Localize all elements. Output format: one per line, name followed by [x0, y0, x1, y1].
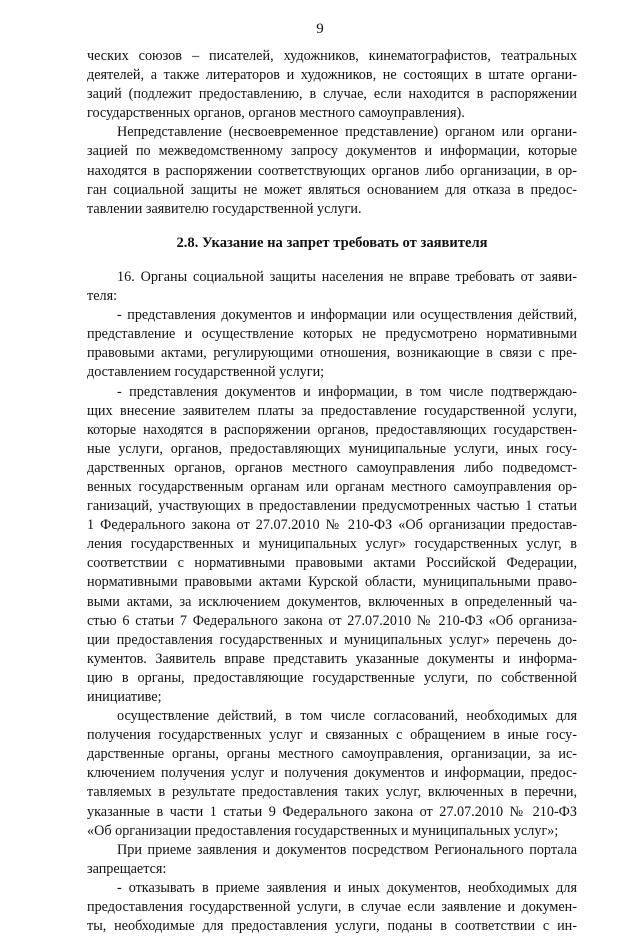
text-line: ные услуги, органов, предоставляющих муниципальные услуги, иных госу-: [87, 440, 577, 457]
text-line: ления государственных и муниципальных услуг» государственных услуг, в: [87, 536, 577, 553]
text-line: запрещается:: [87, 860, 167, 877]
text-line: ключением получения услуг и получения документов и информации, предос-: [87, 765, 577, 782]
text-line: правовыми актами, регулирующими отношения, возникающие в связи с пре-: [87, 345, 577, 362]
text-line: доставлением государственной услуги;: [87, 364, 325, 381]
text-line: ганизаций, участвующих в предоставлении предусмотренных частью 1 статьи: [87, 498, 577, 515]
text-line: щих внесение заявителем платы за предоставление государственной услуги,: [87, 402, 577, 419]
text-line: государственных органов, органов местного самоуправления).: [87, 105, 465, 122]
document-body: [87, 47, 577, 936]
text-line: выми актами, за исключением документов, включенных в определенный ча-: [87, 593, 577, 610]
section-heading: 2.8. Указание на запрет требовать от заявителя: [176, 234, 488, 251]
text-line: которые находятся в распоряжении органов, предоставляющих государствен-: [87, 421, 577, 438]
text-line: нормативными правовыми актами Курской области, муниципальными право-: [87, 574, 577, 591]
text-line: 1 Федерального закона от 27.07.2010 № 210-ФЗ «Об организации предостав-: [87, 517, 577, 534]
text-line: представление и осуществление которых не предусмотрено нормативными: [87, 326, 577, 343]
text-line: заций (подлежит предоставлению, в случае, если находится в распоряжении: [87, 86, 577, 103]
text-line: ческих союзов – писателей, художников, кинематографистов, театральных: [87, 48, 577, 64]
text-line: При приеме заявления и документов посредством Регионального портала: [117, 841, 577, 858]
text-line: дарственные органы, органы местного самоуправления, организации, за ис-: [87, 746, 577, 763]
text-line: получения государственных услуг и связанных с обращением в иные госу-: [87, 727, 577, 744]
text-line: предоставления государственной услуги, в случае если заявление и докумен-: [87, 899, 577, 916]
paragraph: [87, 707, 577, 841]
text-line: осуществление действий, в том числе согласований, необходимых для: [117, 708, 577, 725]
text-line: - представления документов и информации или осуществления действий,: [117, 307, 577, 324]
text-line: стью 6 статьи 7 Федерального закона от 27.07.2010 № 210-ФЗ «Об организа-: [87, 612, 577, 629]
paragraph: [87, 879, 577, 936]
text-line: «Об организации предоставления государственных и муниципальных услуг»;: [87, 822, 559, 839]
text-line: ции предоставления государственных и муниципальных услуг» перечень до-: [87, 631, 577, 648]
text-line: - отказывать в приеме заявления и иных документов, необходимых для: [117, 879, 577, 896]
text-line: деятелей, а также литераторов и художников, не состоящих в штате органи-: [87, 67, 577, 84]
text-line: ган социальной защиты не может являться основанием для отказа в предос-: [87, 181, 577, 198]
paragraph: [87, 123, 577, 218]
text-line: тавлении заявителю государственной услуги.: [87, 200, 362, 217]
paragraph: [87, 268, 577, 306]
paragraph: [87, 47, 577, 123]
text-line: соответствии с нормативными правовыми актами Российской Федерации,: [87, 555, 577, 572]
text-line: дарственных органов, органов местного самоуправления либо подведомст-: [87, 459, 577, 476]
text-line: цию в органы, предоставляющие государственные услуги, по собственной: [87, 669, 577, 686]
text-line: тавляемых в результате предоставления таких услуг, включенных в перечни,: [87, 784, 577, 801]
text-line: зацией по межведомственному запросу документов и информации, которые: [87, 143, 577, 160]
text-line: указанные в части 1 статьи 9 Федерального закона от 27.07.2010 № 210-ФЗ: [87, 803, 577, 820]
text-line: - представления документов и информации, в том числе подтверждаю-: [117, 383, 577, 400]
paragraph: [87, 841, 577, 879]
text-line: венных государственным органам или органам местного самоуправления ор-: [87, 478, 577, 495]
text-line: теля:: [87, 288, 118, 305]
paragraph: [87, 306, 577, 382]
text-line: инициативе;: [87, 689, 162, 705]
text-line: Непредставление (несвоевременное представление) органом или органи-: [117, 124, 577, 141]
text-line: находятся в распоряжении соответствующих органов либо организации, в ор-: [87, 162, 577, 179]
text-line: кументов. Заявитель вправе представить указанные документы и информа-: [87, 650, 577, 667]
text-line: ты, необходимые для предоставления услуги, поданы в соответствии с ин-: [87, 918, 577, 935]
page-number: 9: [316, 21, 324, 37]
paragraph: [87, 383, 577, 708]
text-line: 16. Органы социальной защиты населения не вправе требовать от заяви-: [117, 268, 577, 285]
